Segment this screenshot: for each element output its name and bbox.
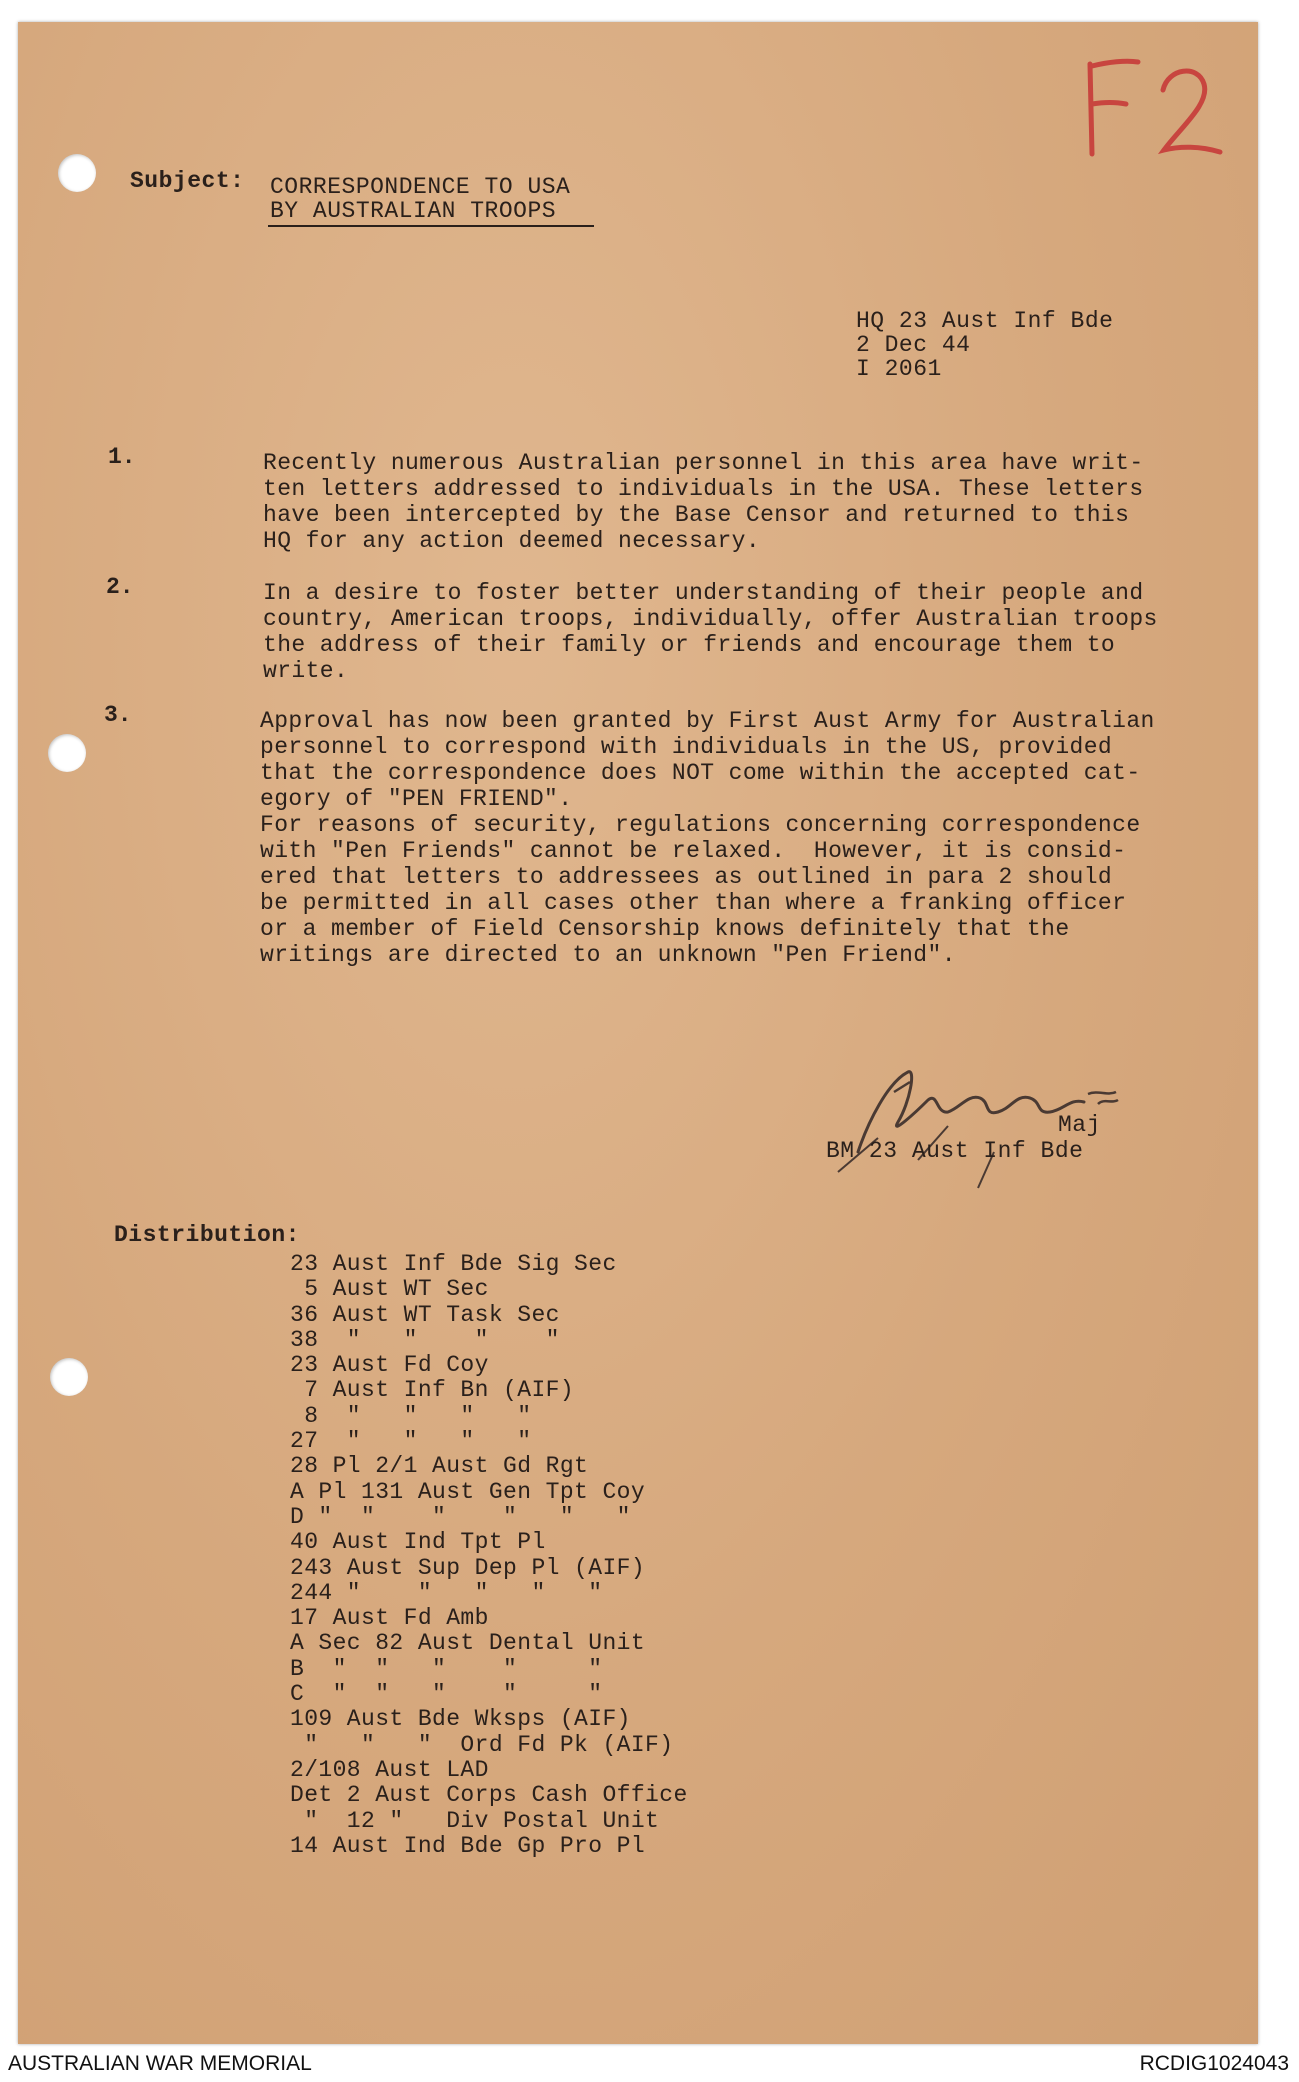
document-page [18,22,1258,2044]
distribution-item: " 12 " Div Postal Unit [290,1807,660,1834]
handwritten-signature [798,1042,1198,1192]
subject-line-1: CORRESPONDENCE TO USA [270,174,571,200]
subject-line-2: BY AUSTRALIAN TROOPS [270,198,557,224]
distribution-item: 28 Pl 2/1 Aust Gd Rgt [290,1453,589,1480]
paragraph-3-line: egory of "PEN FRIEND". [260,786,573,812]
distribution-item: D " " " " " " [290,1503,631,1530]
distribution-item: 40 Aust Ind Tpt Pl [290,1529,546,1556]
header-date: 2 Dec 44 [856,332,971,358]
paragraph-3-line: with "Pen Friends" cannot be relaxed. However, it is consid- [260,838,1127,864]
paragraph-3-line: be permitted in all cases other than where a franking officer [260,890,1127,916]
distribution-item: 27 " " " " [290,1428,532,1455]
distribution-item: 109 Aust Bde Wksps (AIF) [290,1706,631,1733]
signature-title: BM 23 Aust Inf Bde [826,1138,1084,1164]
paragraph-2-number: 2. [106,574,134,600]
distribution-item: 244 " " " " " [290,1579,603,1606]
paragraph-1 [263,450,1248,554]
distribution-item: 17 Aust Fd Amb [290,1605,489,1632]
signature-rank: Maj [1058,1112,1101,1138]
footer-archive-name: AUSTRALIAN WAR MEMORIAL [8,2052,312,2075]
distribution-item: B " " " " " [290,1655,603,1682]
header-reference: I 2061 [856,356,942,382]
distribution-list [290,1252,688,1859]
paragraph-3-line: writings are directed to an unknown "Pen Friend". [260,942,956,968]
paragraph-1-line: ten letters addressed to individuals in the USA. These letters [263,476,1144,502]
distribution-item: " " " Ord Fd Pk (AIF) [290,1731,674,1758]
footer-record-id: RCDIG1024043 [1139,2052,1289,2075]
paragraph-3-number: 3. [104,702,132,728]
paragraph-3-line: Approval has now been granted by First Aust Army for Australian [260,708,1155,734]
paragraph-3-line: or a member of Field Censorship knows definitely that the [260,916,1070,942]
paragraph-2-line: country, American troops, individually, offer Australian troops [263,606,1158,632]
punch-hole-top [58,154,96,192]
paragraph-3-line: For reasons of security, regulations concerning correspondence [260,812,1141,838]
paragraph-3-line: ered that letters to addressees as outlined in para 2 should [260,864,1113,890]
distribution-item: C " " " " " [290,1681,603,1708]
distribution-item: 243 Aust Sup Dep Pl (AIF) [290,1554,646,1581]
distribution-item: A Sec 82 Aust Dental Unit [290,1630,646,1657]
paragraph-3-line: that the correspondence does NOT come within the accepted cat- [260,760,1141,786]
subject-underline [268,225,594,227]
distribution-item: A Pl 131 Aust Gen Tpt Coy [290,1478,646,1505]
paragraph-2-line: the address of their family or friends and encourage them to [263,632,1116,658]
distribution-item: Det 2 Aust Corps Cash Office [290,1782,688,1809]
paragraph-1-number: 1. [108,444,136,470]
paragraph-1-line: Recently numerous Australian personnel in this area have writ- [263,450,1144,476]
distribution-item: 14 Aust Ind Bde Gp Pro Pl [290,1832,646,1859]
paragraph-3 [260,708,1245,968]
paragraph-2-line: write. [263,658,349,684]
distribution-item: 2/108 Aust LAD [290,1756,489,1783]
distribution-item: 8 " " " " [290,1402,532,1429]
distribution-item: 36 Aust WT Task Sec [290,1301,560,1328]
distribution-item: 23 Aust Fd Coy [290,1352,489,1379]
subject-label: Subject: [130,168,245,194]
paragraph-2 [263,580,1248,684]
distribution-item: 5 Aust WT Sec [290,1276,489,1303]
paragraph-1-line: have been intercepted by the Base Censor and returned to this [263,502,1130,528]
distribution-item: 23 Aust Inf Bde Sig Sec [290,1251,617,1277]
paragraph-2-line: In a desire to foster better understanding of their people and [263,580,1144,606]
punch-hole-middle [48,734,86,772]
distribution-item: 7 Aust Inf Bn (AIF) [290,1377,575,1404]
handwritten-annotation-f2 [1068,42,1238,172]
header-unit: HQ 23 Aust Inf Bde [856,308,1114,334]
punch-hole-bottom [50,1358,88,1396]
paragraph-1-line: HQ for any action deemed necessary. [263,528,761,554]
distribution-item: 38 " " " " [290,1326,560,1353]
distribution-label: Distribution: [114,1222,300,1248]
paragraph-3-line: personnel to correspond with individuals in the US, provided [260,734,1113,760]
